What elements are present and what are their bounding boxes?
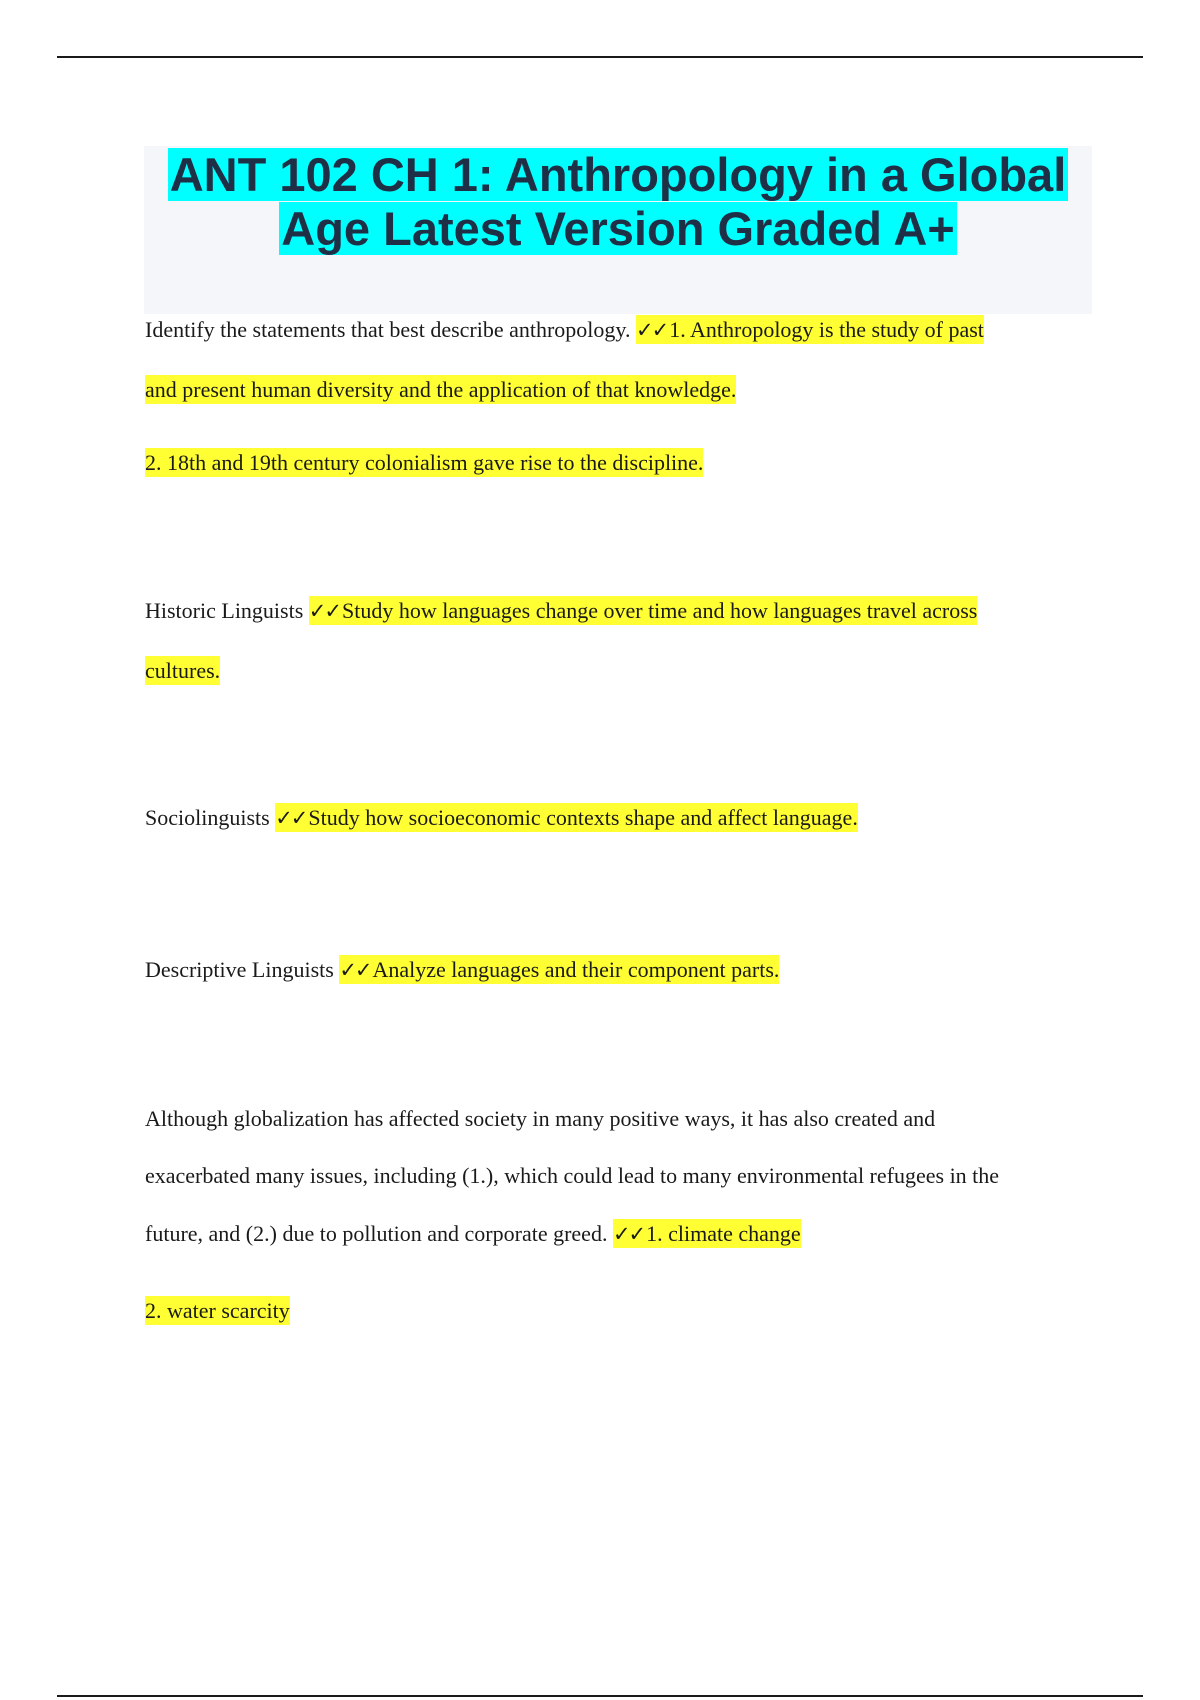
item-1-answer-start: [636, 315, 984, 344]
check-icon: ✓✓: [612, 1222, 645, 1246]
title-line-2: Age Latest Version Graded A+: [281, 202, 955, 255]
item-2-answer-start: [309, 596, 978, 625]
item-2-answer-line-1: Study how languages change over time and how languages travel across: [341, 598, 978, 623]
item-3-question: Sociolinguists: [145, 805, 270, 830]
item-2-line-1: [145, 596, 1090, 626]
item-1-line-1: [145, 315, 1090, 345]
item-5-line-2: [145, 1161, 1090, 1191]
title-line-1: ANT 102 CH 1: Anthropology in a Global: [169, 148, 1067, 201]
item-3-line-1: [145, 803, 1090, 833]
check-icon: ✓✓: [308, 599, 340, 623]
item-1-line-2: [145, 375, 1090, 405]
document-title: [144, 148, 1092, 256]
item-1-answer-line-3: 2. 18th and 19th century colonialism gave rise to the discipline.: [145, 450, 704, 475]
item-4-line-1: [145, 955, 1090, 985]
item-5-answer-start: [613, 1219, 801, 1248]
bottom-rule: [57, 1695, 1143, 1697]
item-3-answer-start: [275, 803, 858, 832]
item-4-answer-line-1: Analyze languages and their component parts.: [372, 957, 780, 982]
item-5-answer-line-1: 1. climate change: [646, 1221, 801, 1246]
check-icon: ✓✓: [636, 318, 668, 342]
item-5-question-line-3: future, and (2.) due to pollution and corporate greed.: [145, 1221, 608, 1246]
item-4-answer-start: [339, 955, 779, 984]
item-3-answer-line-1: Study how socioeconomic contexts shape and affect language.: [308, 805, 858, 830]
item-1-answer-line-1: 1. Anthropology is the study of past: [669, 317, 984, 342]
item-2-answer-line-2: cultures.: [145, 658, 221, 683]
title-block: [144, 146, 1092, 314]
item-5-answer-line-2: 2. water scarcity: [145, 1298, 290, 1323]
item-5-line-3: [145, 1219, 1090, 1249]
item-5-line-1: [145, 1104, 1090, 1134]
item-4-question: Descriptive Linguists: [145, 957, 334, 982]
item-2-line-2: [145, 656, 1090, 686]
check-icon: ✓✓: [275, 806, 307, 830]
check-icon: ✓✓: [339, 958, 371, 982]
item-1-answer-line-2: and present human diversity and the application of that knowledge.: [145, 377, 737, 402]
item-5-question-line-2: exacerbated many issues, including (1.), which could lead to many environmental refugees in the: [145, 1163, 1000, 1188]
item-5-line-4: [145, 1296, 1090, 1326]
item-1-line-3: [145, 448, 1090, 478]
item-2-question: Historic Linguists: [145, 598, 304, 623]
top-rule: [57, 56, 1143, 58]
item-5-question-line-1: Although globalization has affected society in many positive ways, it has also created and: [145, 1106, 936, 1131]
item-1-question: Identify the statements that best describe anthropology.: [145, 317, 631, 342]
